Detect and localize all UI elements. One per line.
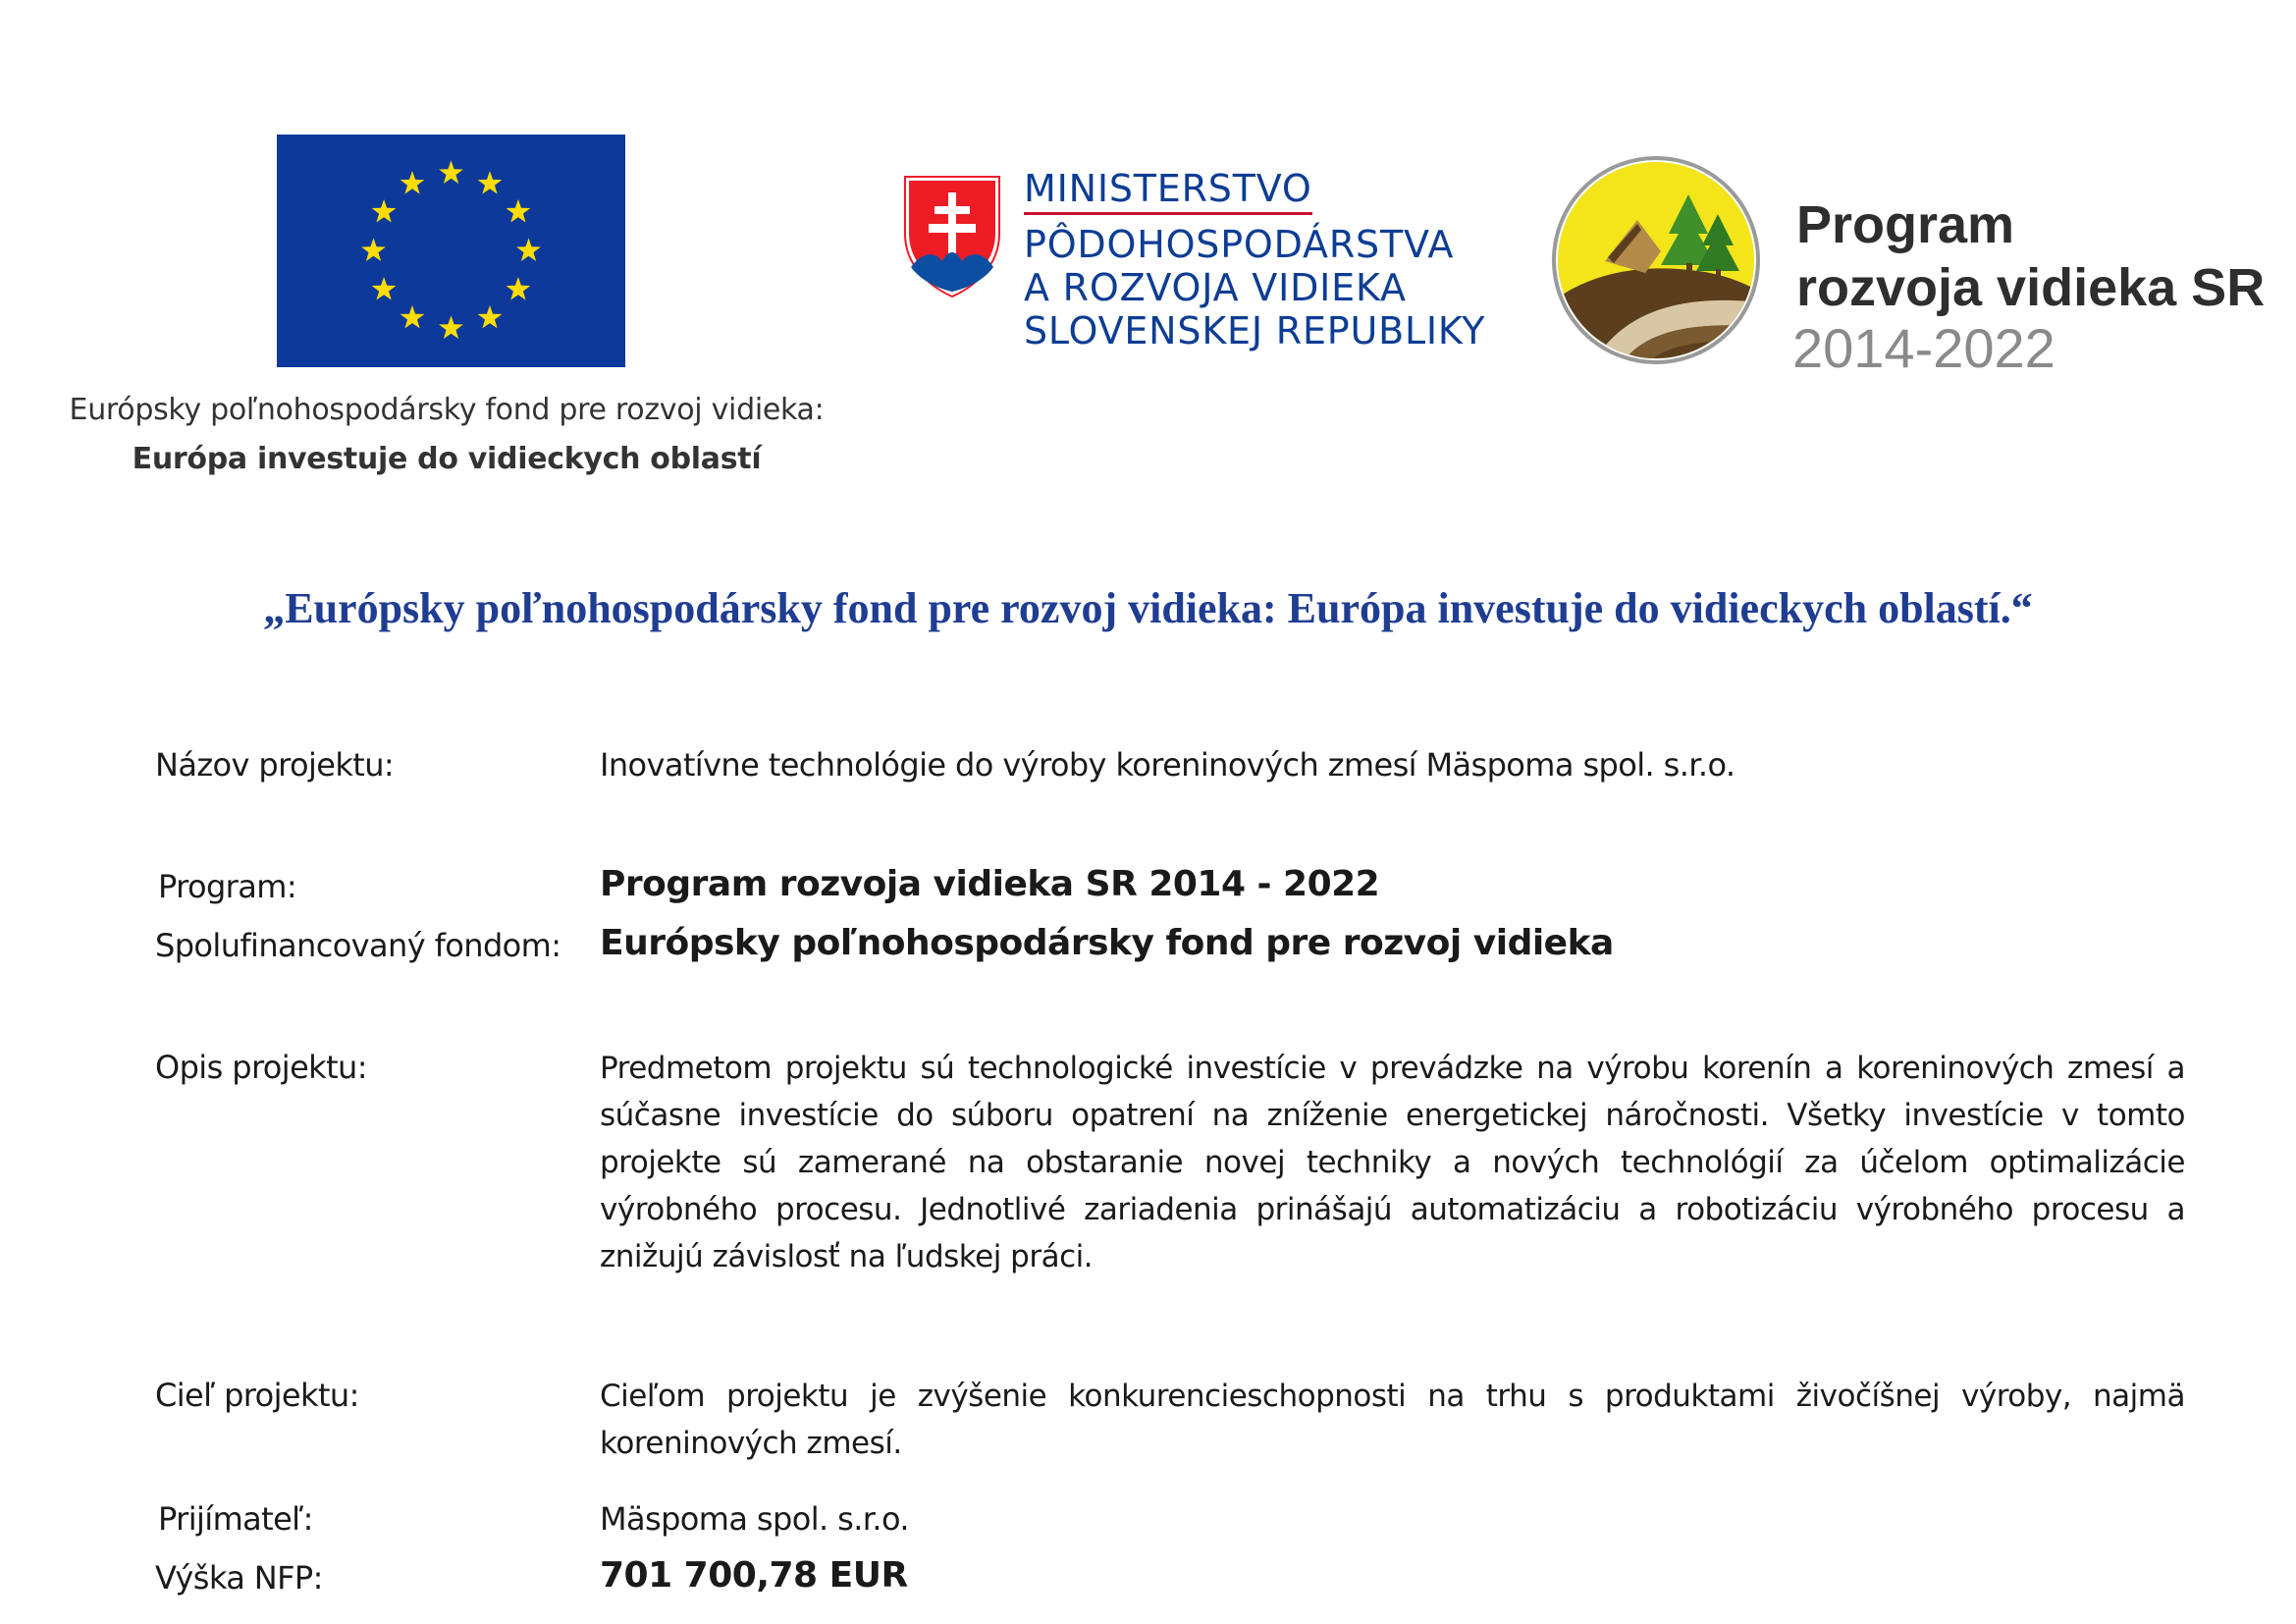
prv-years: 2014-2022 (1792, 317, 2056, 379)
ministry-line2: PÔDOHOSPODÁRSTVA (1024, 223, 1455, 266)
goal-value: Cieľom projektu je zvýšenie konkurencieschopnosti na trhu s produktami živočíšnej výroby, najmä koreninových zmesí. (600, 1379, 2185, 1461)
eu-caption-line1: Európsky poľnohospodársky fond pre rozvoj vidieka: (69, 393, 825, 427)
program-value: Program rozvoja vidieka SR 2014 - 2022 (600, 864, 1380, 904)
prv-title-line1: Program (1796, 195, 2015, 254)
nfp-label: Výška NFP: (155, 1559, 323, 1597)
eu-stars-icon (277, 135, 625, 367)
program-label: Program: (158, 868, 296, 905)
recipient-label: Prijímateľ: (158, 1500, 313, 1538)
prv-landscape-logo-icon (1551, 155, 1762, 366)
project-name-label: Názov projektu: (155, 746, 395, 784)
ministry-line3: A ROZVOJA VIDIEKA (1024, 266, 1407, 309)
description-label: Opis projektu: (155, 1049, 367, 1086)
nfp-value: 701 700,78 EUR (600, 1555, 908, 1596)
recipient-value: Mäspoma spol. s.r.o. (600, 1500, 909, 1538)
ministry-line4: SLOVENSKEJ REPUBLIKY (1024, 309, 1486, 352)
project-name-value: Inovatívne technológie do výroby koreninových zmesí Mäspoma spol. s.r.o. (600, 746, 1735, 784)
prv-title-line2: rozvoja vidieka SR (1796, 258, 2266, 317)
page-heading: „Európsky poľnohospodársky fond pre rozvoj vidieka: Európa investuje do vidieckych oblastí.“ (263, 584, 2033, 632)
slovak-coat-of-arms-icon (901, 173, 1003, 298)
ministry-line1: MINISTERSTVO (1024, 167, 1312, 215)
goal-label: Cieľ projektu: (155, 1377, 359, 1414)
ministry-name (1024, 167, 1485, 352)
fund-value: Európsky poľnohospodársky fond pre rozvoj vidieka (600, 923, 1614, 963)
fund-label: Spolufinancovaný fondom: (155, 927, 561, 964)
eu-caption-line2: Európa investuje do vidieckych oblastí (132, 442, 762, 476)
description-value: Predmetom projektu sú technologické investície v prevádzke na výrobu korenín a koreninových zmesí a súčasne investície do súboru opatrení na zníženie energetickej náročnosti. Všetky investície v tomto projekte sú zamerané na obstaranie novej techniky a nových technológií za účelom optimalizácie výrobného procesu. Jednotlivé zariadenia prinášajú automatizáciu a robotizáciu výrobného procesu a znižujú závislosť na ľudskej práci. (600, 1051, 2185, 1274)
eu-flag-logo (277, 135, 625, 367)
